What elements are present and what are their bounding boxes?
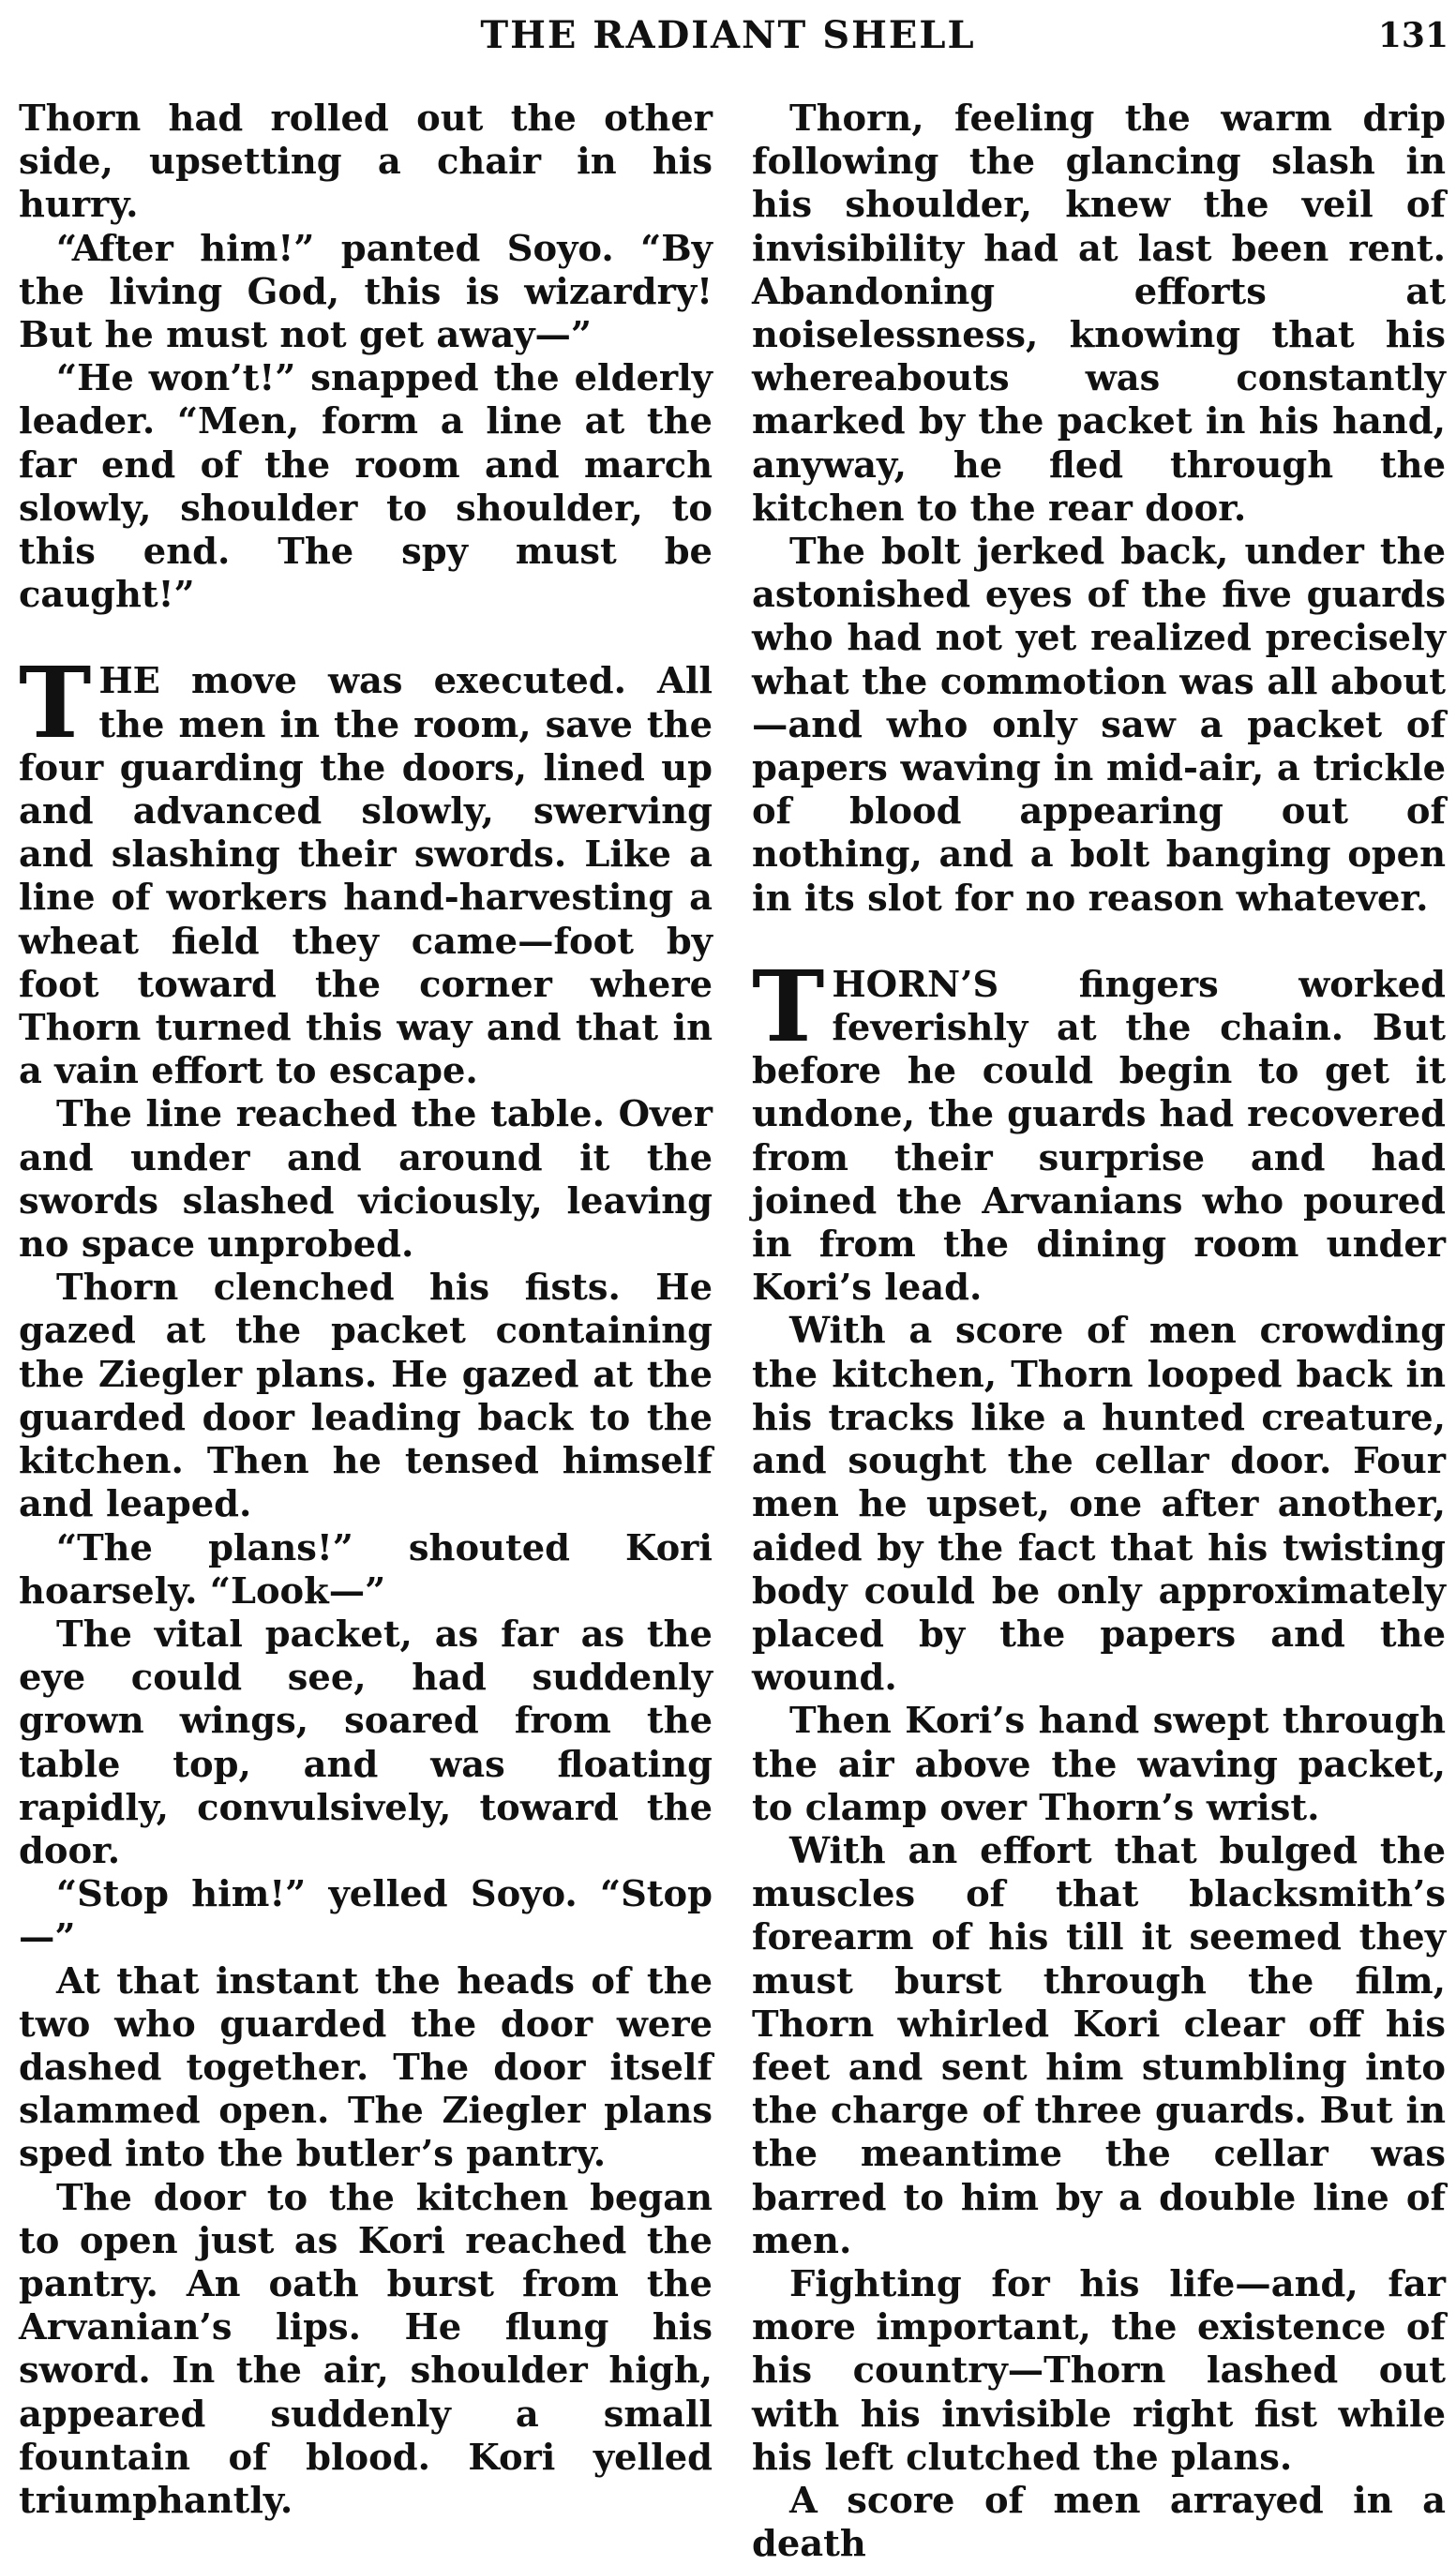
right-column	[752, 98, 1446, 2566]
section-start-paragraph	[19, 645, 713, 1093]
paragraph: The line reached the table. Over and under and around it the swords slashed viciously, leaving no space unprobed.	[19, 1093, 713, 1267]
paragraph: A score of men arrayed in a death	[752, 2479, 1446, 2566]
paragraph-text: HE move was executed. All the men in the room, save the four guarding the doors, lined up and advanced slowly, swerving and slashing their swords. Like a line of workers hand-harvesting a wheat field they came—foot by foot toward the corner where Thorn turned this way and that in a vain effort to escape.	[19, 660, 713, 1093]
page-title: THE RADIANT SHELL	[480, 13, 976, 57]
paragraph: The door to the kitchen began to open just as Kori reached the pantry. An oath burst from the Arvanian’s lips. He flung his sword. In the air, shoulder high, appeared suddenly a small fountain of blood. Kori yelled triumphantly.	[19, 2176, 713, 2522]
paragraph: At that instant the heads of the two who guarded the door were dashed together. The door itself slammed open. The Ziegler plans sped into the butler’s pantry.	[19, 1959, 713, 2176]
page-number: 131	[1377, 16, 1448, 55]
paragraph-text: HORN’S fingers worked feverishly at the chain. But before he could begin to get it undone, the guards had recovered from their surprise and had joined the Arvanians who poured in from the dining room under Kori’s lead.	[752, 963, 1446, 1310]
paragraph: Fighting for his life—and, far more important, the existence of his country—Thorn lashed out with his invisible right fist while his left clutched the plans.	[752, 2262, 1446, 2479]
paragraph: Thorn, feeling the warm drip following the glancing slash in his shoulder, knew the veil of invisibility had at last been rent. Abandoning efforts at noiselessness, knowing that his whereabouts was constantly marked by the packet in his hand, anyway, he fled through the kitchen to the rear door.	[752, 98, 1446, 530]
section-start-paragraph	[752, 948, 1446, 1311]
paragraph: “He won’t!” snapped the elderly leader. “Men, form a line at the far end of the room and march slowly, shoulder to shoulder, to this end. The spy must be caught!”	[19, 357, 713, 617]
paragraph: “After him!” panted Soyo. “By the living God, this is wizardry! But he must not get away—”	[19, 227, 713, 357]
paragraph: “The plans!” shouted Kori hoarsely. “Look—”	[19, 1526, 713, 1613]
paragraph: The bolt jerked back, under the astonished eyes of the five guards who had not yet realized precisely what the commotion was all about —and who only saw a packet of papers waving in mid-air, a trickle of blood appearing out of nothing, and a bolt banging open in its slot for no reason whatever.	[752, 531, 1446, 920]
paragraph: Thorn had rolled out the other side, upsetting a chair in his hurry.	[19, 98, 713, 227]
paragraph: Then Kori’s hand swept through the air above the waving packet, to clamp over Thorn’s wrist.	[752, 1700, 1446, 1829]
paragraph: “Stop him!” yelled Soyo. “Stop—”	[19, 1873, 713, 1959]
paragraph: The vital packet, as far as the eye could see, had suddenly grown wings, soared from the table top, and was floating rapidly, convulsively, toward the door.	[19, 1613, 713, 1872]
drop-cap: T	[19, 645, 92, 761]
left-column	[19, 98, 713, 2523]
paragraph: Thorn clenched his fists. He gazed at the packet containing the Ziegler plans. He gazed at the guarded door leading back to the kitchen. Then he tensed himself and leaped.	[19, 1267, 713, 1526]
drop-cap: T	[752, 948, 825, 1064]
running-header	[0, 8, 1456, 64]
paragraph: With an effort that bulged the muscles of that blacksmith’s forearm of his till it seemed they must burst through the film, Thorn whirled Kori clear off his feet and sent him stumbling into the charge of three guards. But in the meantime the cellar was barred to him by a double line of men.	[752, 1829, 1446, 2262]
paragraph: With a score of men crowding the kitchen, Thorn looped back in his tracks like a hunted creature, and sought the cellar door. Four men he upset, one after another, aided by the fact that his twisting body could be only approximately placed by the papers and the wound.	[752, 1310, 1446, 1700]
